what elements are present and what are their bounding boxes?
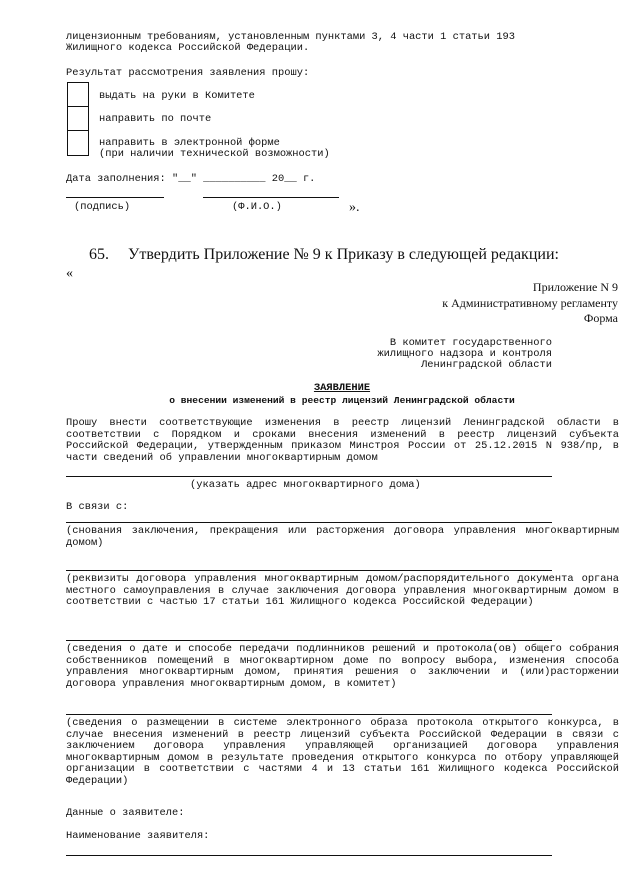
appendix-line-1: Приложение N 9 [532, 280, 618, 294]
checkbox-post[interactable] [67, 106, 89, 131]
details-caption: (реквизиты договора управления многоквартирным домом/распорядительного документа органа местного самоуправления в случае заключения договора управления многоквартирным домом в соответствии с частью 17 статьи 161 Жилищного кодекса Российской Федерации) [66, 573, 619, 609]
checkbox-electronic[interactable] [67, 130, 89, 156]
date-label: Дата заполнения: "__" __________ 20__ г. [66, 173, 316, 185]
applicant-data-label: Данные о заявителе: [66, 807, 185, 819]
fio-caption: (Ф.И.О.) [232, 201, 282, 213]
signature-line [66, 197, 164, 198]
grounds-line [66, 522, 552, 523]
addressee-line-2: жилищного надзора и контроля [377, 348, 552, 360]
addressee-line-3: Ленинградской области [421, 359, 552, 371]
details-line [66, 570, 552, 571]
addressee-line-1: В комитет государственного [389, 337, 552, 349]
address-caption: (указать адрес многоквартирного дома) [190, 479, 421, 491]
continuation-line-1: лицензионным требованиям, установленным пунктами 3, 4 части 1 статьи 193 [66, 31, 515, 43]
signature-caption: (подпись) [74, 201, 131, 213]
applicant-name-label: Наименование заявителя: [66, 830, 210, 842]
result-prompt: Результат рассмотрения заявления прошу: [66, 67, 310, 79]
tender-line [66, 714, 552, 715]
form-subtitle: о внесении изменений в реестр лицензий Ленинградской области [169, 395, 515, 406]
continuation-line-2: Жилищного кодекса Российской Федерации. [66, 42, 310, 54]
meeting-caption: (сведения о дате и способе передачи подлинников решений и протокола(ов) общего собрания собственников помещений в многоквартирном доме по вопросу выбора, изменения способа управления многоквартирным домом, принятия решения о заключении и (или)расторжении договора управления многоквартирным домом, в комитет) [66, 643, 619, 690]
meeting-line [66, 640, 552, 641]
item-text: Утвердить Приложение № 9 к Приказу в следующей редакции: [128, 246, 559, 263]
option-electronic: направить в электронной форме [99, 137, 280, 149]
in-connection-label: В связи с: [66, 501, 129, 513]
checkbox-hand-delivery[interactable] [67, 82, 89, 107]
closing-quote: ». [349, 200, 360, 215]
request-paragraph: Прошу внести соответствующие изменения в реестр лицензий Ленинградской области в соответствии с Порядком и сроками внесения изменений в реестр лицензий субъекта Российской Федерации, утвержденным приказом Минстроя России от 25.12.2015 N 938/пр, в части сведений об управлении многоквартирным домом [66, 417, 619, 464]
appendix-line-2: к Административному регламенту [442, 296, 618, 310]
option-electronic-note: (при наличии технической возможности) [99, 148, 330, 160]
address-line [66, 476, 552, 477]
option-hand-delivery: выдать на руки в Комитете [99, 90, 255, 102]
appendix-line-3: Форма [583, 311, 618, 325]
option-post: направить по почте [99, 113, 212, 125]
fio-line [203, 197, 339, 198]
form-title: ЗАЯВЛЕНИЕ [313, 382, 371, 394]
item-number: 65. [89, 246, 109, 263]
applicant-name-line [66, 855, 552, 856]
open-quote: « [66, 266, 73, 281]
grounds-caption: (снования заключения, прекращения или расторжения договора управления многоквартирным домом) [66, 525, 619, 549]
tender-caption: (сведения о размещении в системе электронного образа протокола открытого конкурса, в случае внесения изменений в реестр лицензий субъекта Российской Федерации в связи с заключением договора управления управляющей организацией договора управления многоквартирным домом в результате проведения открытого конкурса по отбору управляющей организации в соответствии с частями 4 и 13 статьи 161 Жилищного кодекса Российской Федерации) [66, 717, 619, 787]
